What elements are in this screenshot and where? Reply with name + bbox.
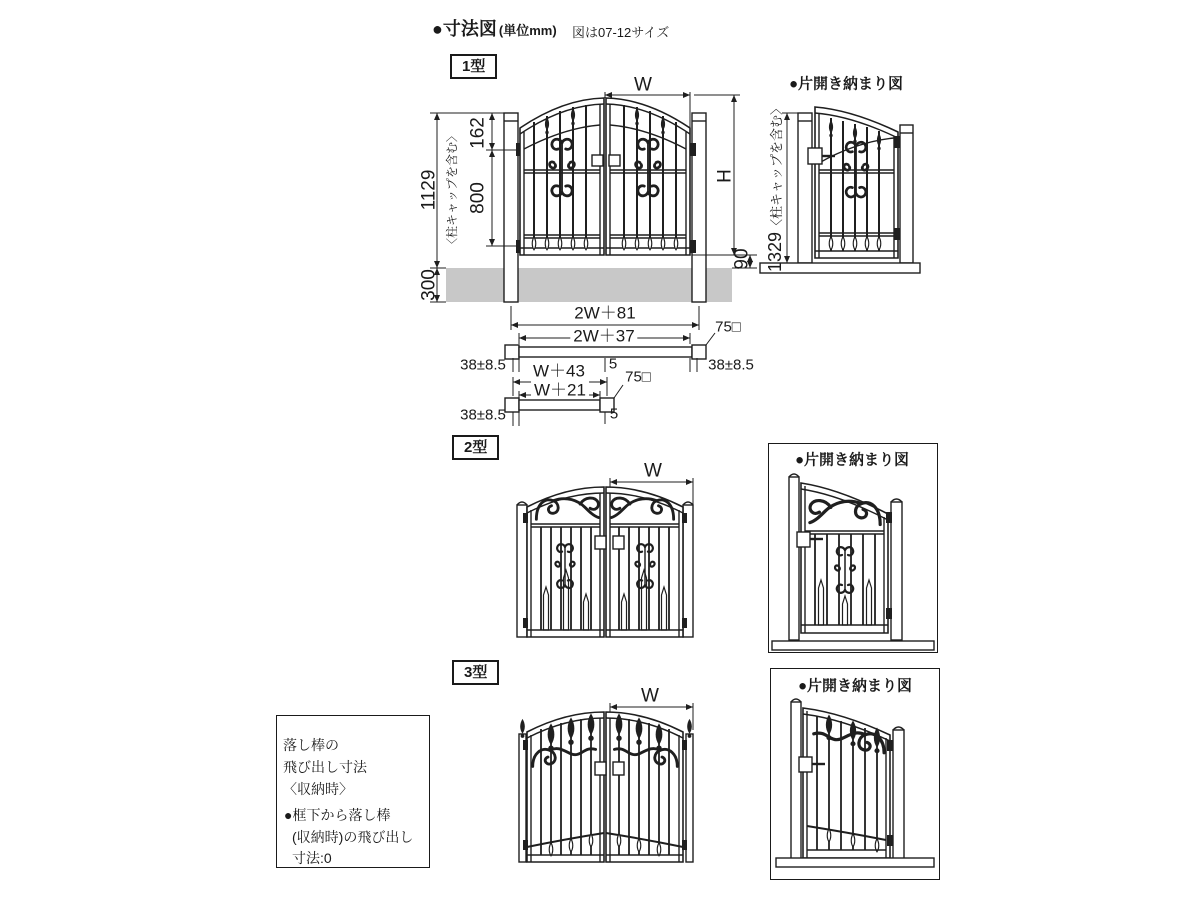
latch-box <box>595 762 606 775</box>
plan-gap-left: 38±8.5 <box>460 356 506 374</box>
drop-rod-bullet-2: (収納時)の飛び出し <box>292 829 414 845</box>
plan-dim-2w81: 2W＋81 <box>574 303 636 323</box>
plan-dim-w21: W＋21 <box>531 382 589 399</box>
plan-gap-right: 38±8.5 <box>708 356 754 374</box>
plan-gap-left-single: 38±8.5 <box>460 406 506 424</box>
latch-handle <box>808 148 822 164</box>
type1-elevation-drawing <box>446 98 732 302</box>
dim-1329-note: 〈柱キャップを含む〉 <box>769 101 784 232</box>
drop-rod-caption-2: 飛び出し寸法 <box>283 759 367 775</box>
single-swing-height-dim <box>766 102 784 272</box>
drop-rod-caption-3: 〈収納時〉 <box>283 781 353 797</box>
dim-w-type1: W <box>634 74 652 96</box>
drop-rod-caption-1: 落し棒の <box>283 737 339 753</box>
post-plan <box>505 398 519 412</box>
dim-162: 162 <box>467 117 489 149</box>
latch-box <box>592 155 603 166</box>
plan-dim-2w37: 2W＋37 <box>570 328 637 345</box>
single-swing-title-type1: ●片開き納まり図 <box>788 75 904 93</box>
plan-gap-latch-single: 5 <box>609 405 619 423</box>
single-swing-frame-type3 <box>770 668 940 880</box>
right-post <box>692 113 706 302</box>
dim-cap-note: 〈柱キャップを含む〉 <box>445 129 459 251</box>
hinge <box>894 136 900 148</box>
page-header <box>432 20 557 39</box>
section-label-type2: 2型 <box>452 435 499 460</box>
single-swing-frame-type2 <box>768 443 938 653</box>
latch-box <box>613 536 624 549</box>
drop-rod-bullet-3: 寸法:0 <box>292 850 332 866</box>
dim-800: 800 <box>467 182 489 214</box>
plan-post-size-single: 75□ <box>625 368 651 386</box>
left-post <box>517 505 527 637</box>
latch-box <box>595 536 606 549</box>
section-label-type1: 1型 <box>450 54 497 79</box>
hinge <box>690 143 696 156</box>
dim-w-type3: W <box>641 685 659 707</box>
post-plan <box>692 345 706 359</box>
dim-300: 300 <box>418 269 440 301</box>
page-title-unit: (単位mm) <box>498 23 557 38</box>
scroll-ornament <box>555 544 574 588</box>
dim-90: 90 <box>731 248 753 270</box>
section-label-type3: 3型 <box>452 660 499 685</box>
page-title: ●寸法図 <box>432 19 497 39</box>
size-note: 図は07-12サイズ <box>572 25 670 40</box>
dim-h-type1: H <box>714 169 736 183</box>
single-swing-title-type3: ●片開き納まり図 <box>797 677 913 695</box>
hinge <box>690 240 696 253</box>
ground-band <box>446 268 732 302</box>
left-post <box>798 113 812 263</box>
plan-post-size: 75□ <box>715 318 741 336</box>
plan-gap-center: 5 <box>608 355 618 373</box>
type3-elevation-drawing <box>519 703 693 862</box>
dim-1129: 1129 <box>418 169 440 211</box>
latch-box <box>613 762 624 775</box>
dim-1329: 1329 <box>765 231 785 273</box>
scroll-ornament <box>550 139 575 196</box>
left-post <box>504 113 518 302</box>
right-post <box>686 734 693 862</box>
right-post <box>683 505 693 637</box>
type2-elevation-drawing <box>517 478 693 637</box>
scroll-ornament <box>844 142 868 197</box>
right-post <box>900 125 913 263</box>
plan-dim-w43: W＋43 <box>533 361 585 381</box>
latch-box <box>609 155 620 166</box>
post-plan <box>505 345 519 359</box>
drop-rod-bullet-1: ●框下から落し棒 <box>284 807 391 823</box>
gate-plan <box>519 347 692 357</box>
dim-w-type2: W <box>644 460 662 482</box>
hinge <box>894 228 900 240</box>
gate-plan-single <box>519 400 600 410</box>
single-swing-title-type2: ●片開き納まり図 <box>794 451 910 469</box>
